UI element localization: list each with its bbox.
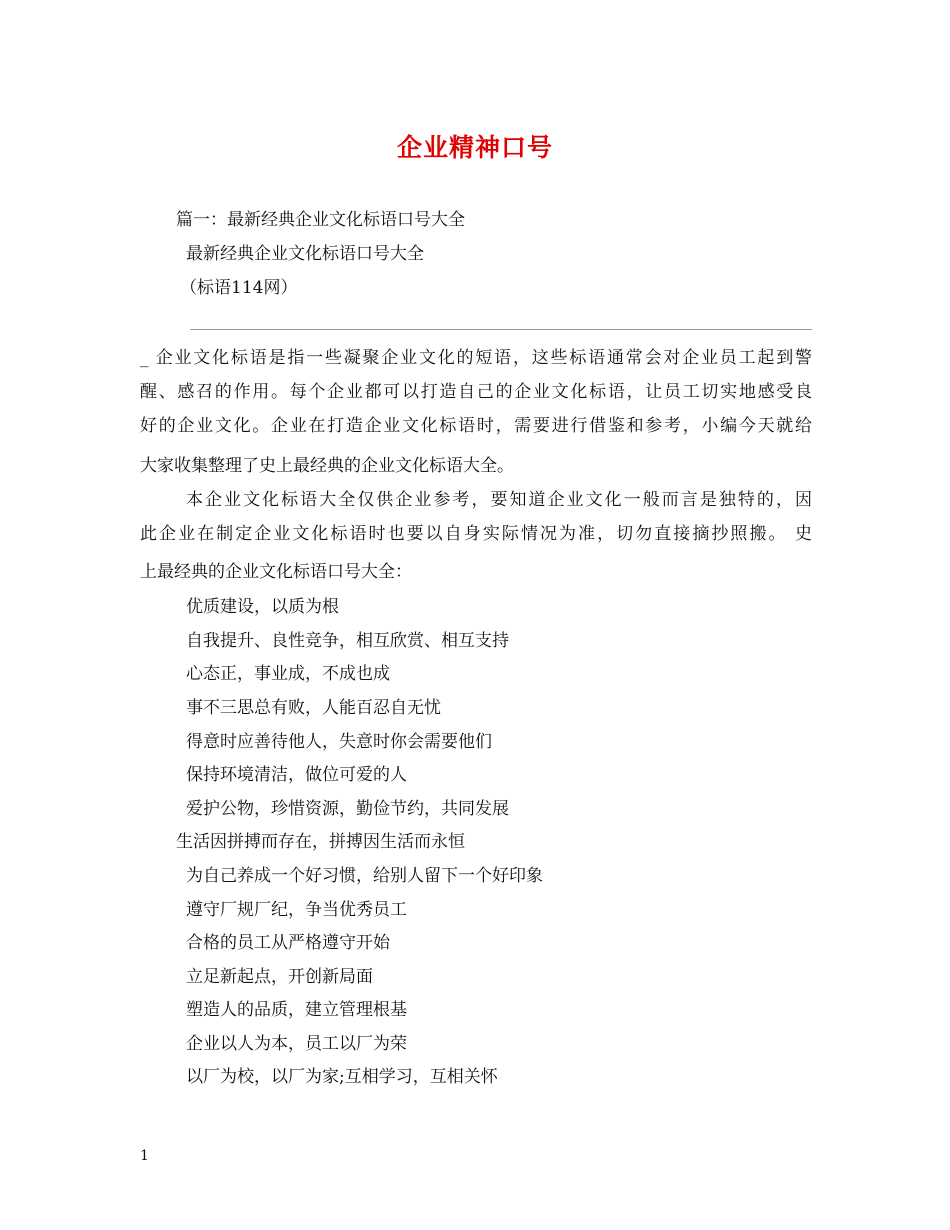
slogan-item: 事不三思总有败，人能百忍自无忧: [186, 698, 441, 718]
source-note: （标语114网）: [180, 278, 298, 298]
slogan-item: 心态正，事业成，不成也成: [186, 664, 390, 684]
slogan-item: 爱护公物，珍惜资源，勤俭节约，共同发展: [186, 799, 509, 819]
intro-line: _ 企业文化标语是指一些凝聚企业文化的短语，这些标语通常会对企业员工起到警: [140, 348, 812, 368]
slogan-item: 合格的员工从严格遵守开始: [186, 933, 390, 953]
slogan-item: 遵守厂规厂纪，争当优秀员工: [186, 900, 407, 920]
slogan-item: 生活因拼搏而存在，拼搏因生活而永恒: [176, 832, 465, 852]
paragraph-2-line: 此企业在制定企业文化标语时也要以自身实际情况为准，切勿直接摘抄照搬。 史: [140, 524, 812, 544]
intro-line: 大家收集整理了史上最经典的企业文化标语大全。: [140, 456, 514, 476]
intro-line: 好的企业文化。企业在打造企业文化标语时，需要进行借鉴和参考，小编今天就给: [140, 416, 812, 436]
document-title: 企业精神口号: [396, 133, 553, 162]
slogan-item: 企业以人为本，员工以厂为荣: [186, 1034, 407, 1054]
paragraph-2-line: 上最经典的企业文化标语口号大全：: [140, 562, 412, 582]
slogan-item: 为自己养成一个好习惯，给别人留下一个好印象: [186, 866, 543, 886]
slogan-item: 塑造人的品质，建立管理根基: [186, 1000, 407, 1020]
slogan-item: 保持环境清洁，做位可爱的人: [186, 765, 407, 785]
slogan-item: 以厂为校，以厂为家;互相学习，互相关怀: [186, 1067, 498, 1087]
slogan-item: 立足新起点，开创新局面: [186, 967, 373, 987]
slogan-item: 得意时应善待他人，失意时你会需要他们: [186, 732, 492, 752]
horizontal-rule: [190, 329, 812, 330]
intro-line: 醒、感召的作用。每个企业都可以打造自己的企业文化标语，让员工切实地感受良: [140, 382, 812, 402]
paragraph-2-line: 本企业文化标语大全仅供企业参考，要知道企业文化一般而言是独特的，因: [186, 490, 812, 510]
heading-1: 篇一：最新经典企业文化标语口号大全: [176, 210, 465, 230]
page-number: 1: [140, 1148, 149, 1164]
slogan-item: 自我提升、良性竞争，相互欣赏、相互支持: [186, 631, 509, 651]
heading-2: 最新经典企业文化标语口号大全: [186, 244, 424, 264]
slogan-item: 优质建设，以质为根: [186, 597, 339, 617]
